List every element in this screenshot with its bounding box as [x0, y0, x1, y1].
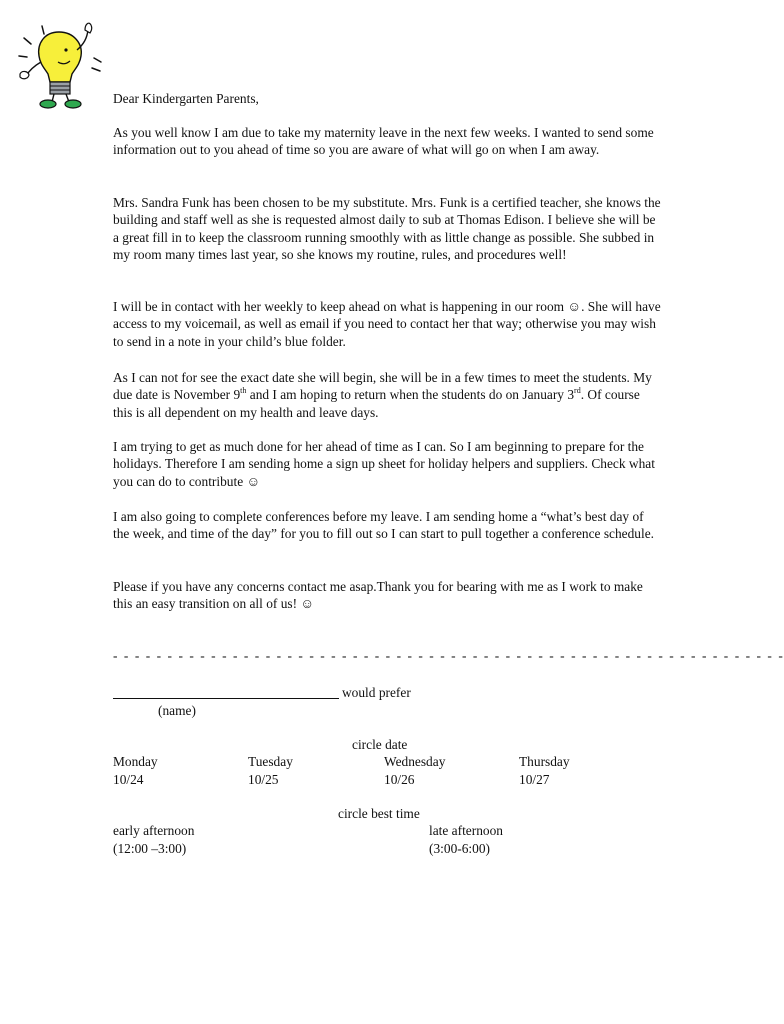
- date-tuesday[interactable]: 10/25: [248, 772, 279, 787]
- day-monday[interactable]: Monday: [113, 754, 158, 769]
- time-range-late[interactable]: (3:00-6:00): [429, 841, 490, 856]
- paragraph-substitute: Mrs. Sandra Funk has been chosen to be my substitute. Mrs. Funk is a certified teacher, she knows the building and staff well as she is requested almost daily to sub at Thomas Edison. I believe she will be a great fill in to keep the classroom running smoothly with as little change as possible. She subbed in my room many times last year, so she knows my routine, rules, and procedures well!: [113, 195, 661, 263]
- lightbulb-mascot-icon: [14, 16, 106, 112]
- paragraph-maternity-leave: As you well know I am due to take my maternity leave in the next few weeks. I wanted to send some information out to you ahead of time so you are aware of what will go on when I am away.: [113, 125, 654, 158]
- paragraph-contact: I will be in contact with her weekly to keep ahead on what is happening in our room ☺. She will have access to my voicemail, as well as email if you need to contact her that way; otherwise you may wish to send in a note in your child’s blue folder.: [113, 299, 661, 349]
- paragraph-conferences: I am also going to complete conferences before my leave. I am sending home a “what’s best day of the week, and time of the day” for you to fill out so I can start to pull together a conference schedule.: [113, 509, 655, 542]
- salutation: Dear Kindergarten Parents,: [113, 91, 259, 106]
- circle-date-label: circle date: [352, 737, 408, 752]
- date-wednesday[interactable]: 10/26: [384, 772, 415, 787]
- circle-time-label: circle best time: [338, 806, 420, 821]
- time-late-afternoon[interactable]: late afternoon: [429, 823, 503, 838]
- due-date-text-b: and I am hoping to return when the students do on January 3: [246, 387, 575, 403]
- paragraph-closing: Please if you have any concerns contact me asap.Thank you for bearing with me as I work to make this an easy transition on all of us! ☺: [113, 579, 643, 612]
- day-wednesday[interactable]: Wednesday: [384, 754, 446, 769]
- name-blank-line[interactable]: [113, 698, 339, 699]
- day-tuesday[interactable]: Tuesday: [248, 754, 293, 769]
- ordinal-rd: rd: [574, 386, 581, 396]
- due-date-text-c: . Of course this is all dependent on my health and leave days.: [113, 387, 640, 420]
- time-range-early[interactable]: (12:00 –3:00): [113, 841, 187, 856]
- ordinal-th: th: [240, 386, 247, 396]
- name-label: (name): [158, 703, 196, 718]
- would-prefer-label: would prefer: [342, 685, 411, 700]
- cut-line-divider: - - - - - - - - - - - - - - - - - - - - - - - - - - - - - - - - - - - - - - - - - - - - - - - - - - - - - - - - - - - - - -: [113, 648, 784, 663]
- due-date-text-a: As I can not for see the exact date she will begin, she will be in a few times to meet the students. My due date is November 9: [113, 370, 652, 403]
- paragraph-due-date: [113, 369, 661, 421]
- date-monday[interactable]: 10/24: [113, 772, 144, 787]
- paragraph-holidays: I am trying to get as much done for her ahead of time as I can. So I am beginning to prepare for the holidays. Therefore I am sending home a sign up sheet for holiday helpers and suppliers. Check what you can do to contribute ☺: [113, 439, 655, 489]
- time-early-afternoon[interactable]: early afternoon: [113, 823, 195, 838]
- date-thursday[interactable]: 10/27: [519, 772, 550, 787]
- day-thursday[interactable]: Thursday: [519, 754, 570, 769]
